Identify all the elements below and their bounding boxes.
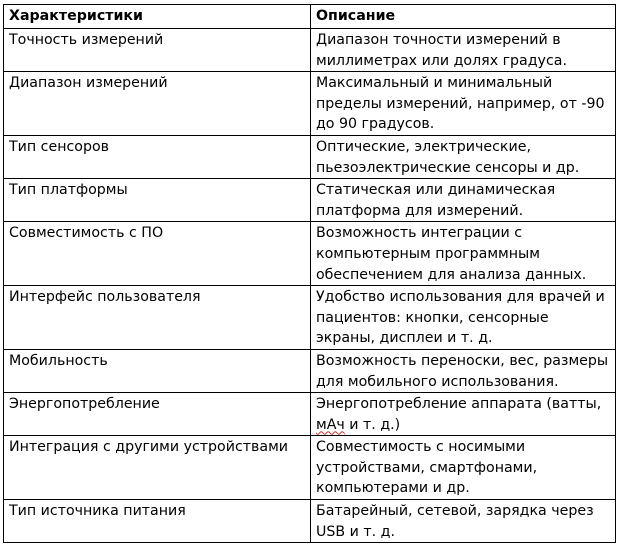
row-name: Тип источника питания	[4, 500, 311, 543]
table-row	[4, 393, 616, 436]
row-description: Диапазон точности измерений в миллиметрах или долях градуса.	[311, 29, 616, 72]
row-name: Диапазон измерений	[4, 72, 311, 136]
row-description	[311, 393, 616, 436]
table-row	[4, 436, 616, 500]
row-name: Интерфейс пользователя	[4, 286, 311, 350]
row-description: Статическая или динамическая платформа для измерений.	[311, 179, 616, 222]
row-description: Батарейный, сетевой, зарядка через USB и т. д.	[311, 500, 616, 543]
table-row	[4, 286, 616, 350]
table-row	[4, 72, 616, 136]
row-name: Совместимость с ПО	[4, 222, 311, 286]
row-name: Мобильность	[4, 349, 311, 392]
row-description: Оптические, электрические, пьезоэлектрические сенсоры и др.	[311, 135, 616, 178]
description-text: и т. д.)	[344, 416, 401, 433]
row-name: Интеграция с другими устройствами	[4, 436, 311, 500]
row-name: Энергопотребление	[4, 393, 311, 436]
row-description: Возможность переноски, вес, размеры для мобильного использования.	[311, 349, 616, 392]
table-row	[4, 222, 616, 286]
row-description: Возможность интеграции с компьютерным программным обеспечением для анализа данных.	[311, 222, 616, 286]
row-description: Максимальный и минимальный пределы измерений, например, от -90 до 90 градусов.	[311, 72, 616, 136]
header-description: Описание	[311, 5, 616, 29]
row-name: Тип платформы	[4, 179, 311, 222]
header-characteristics: Характеристики	[4, 5, 311, 29]
table-row	[4, 349, 616, 392]
row-name: Тип сенсоров	[4, 135, 311, 178]
header-row	[4, 5, 616, 29]
description-text: Энергопотребление аппарата (ватты,	[316, 396, 602, 413]
table-row	[4, 29, 616, 72]
table-row	[4, 135, 616, 178]
row-description: Удобство использования для врачей и пациентов: кнопки, сенсорные экраны, дисплеи и т. д.	[311, 286, 616, 350]
row-name: Точность измерений	[4, 29, 311, 72]
table-row	[4, 179, 616, 222]
spec-table	[3, 4, 616, 543]
row-description: Совместимость с носимыми устройствами, смартфонами, компьютерами и др.	[311, 436, 616, 500]
spellcheck-marked-word: мАч	[316, 416, 345, 433]
table-row	[4, 500, 616, 543]
